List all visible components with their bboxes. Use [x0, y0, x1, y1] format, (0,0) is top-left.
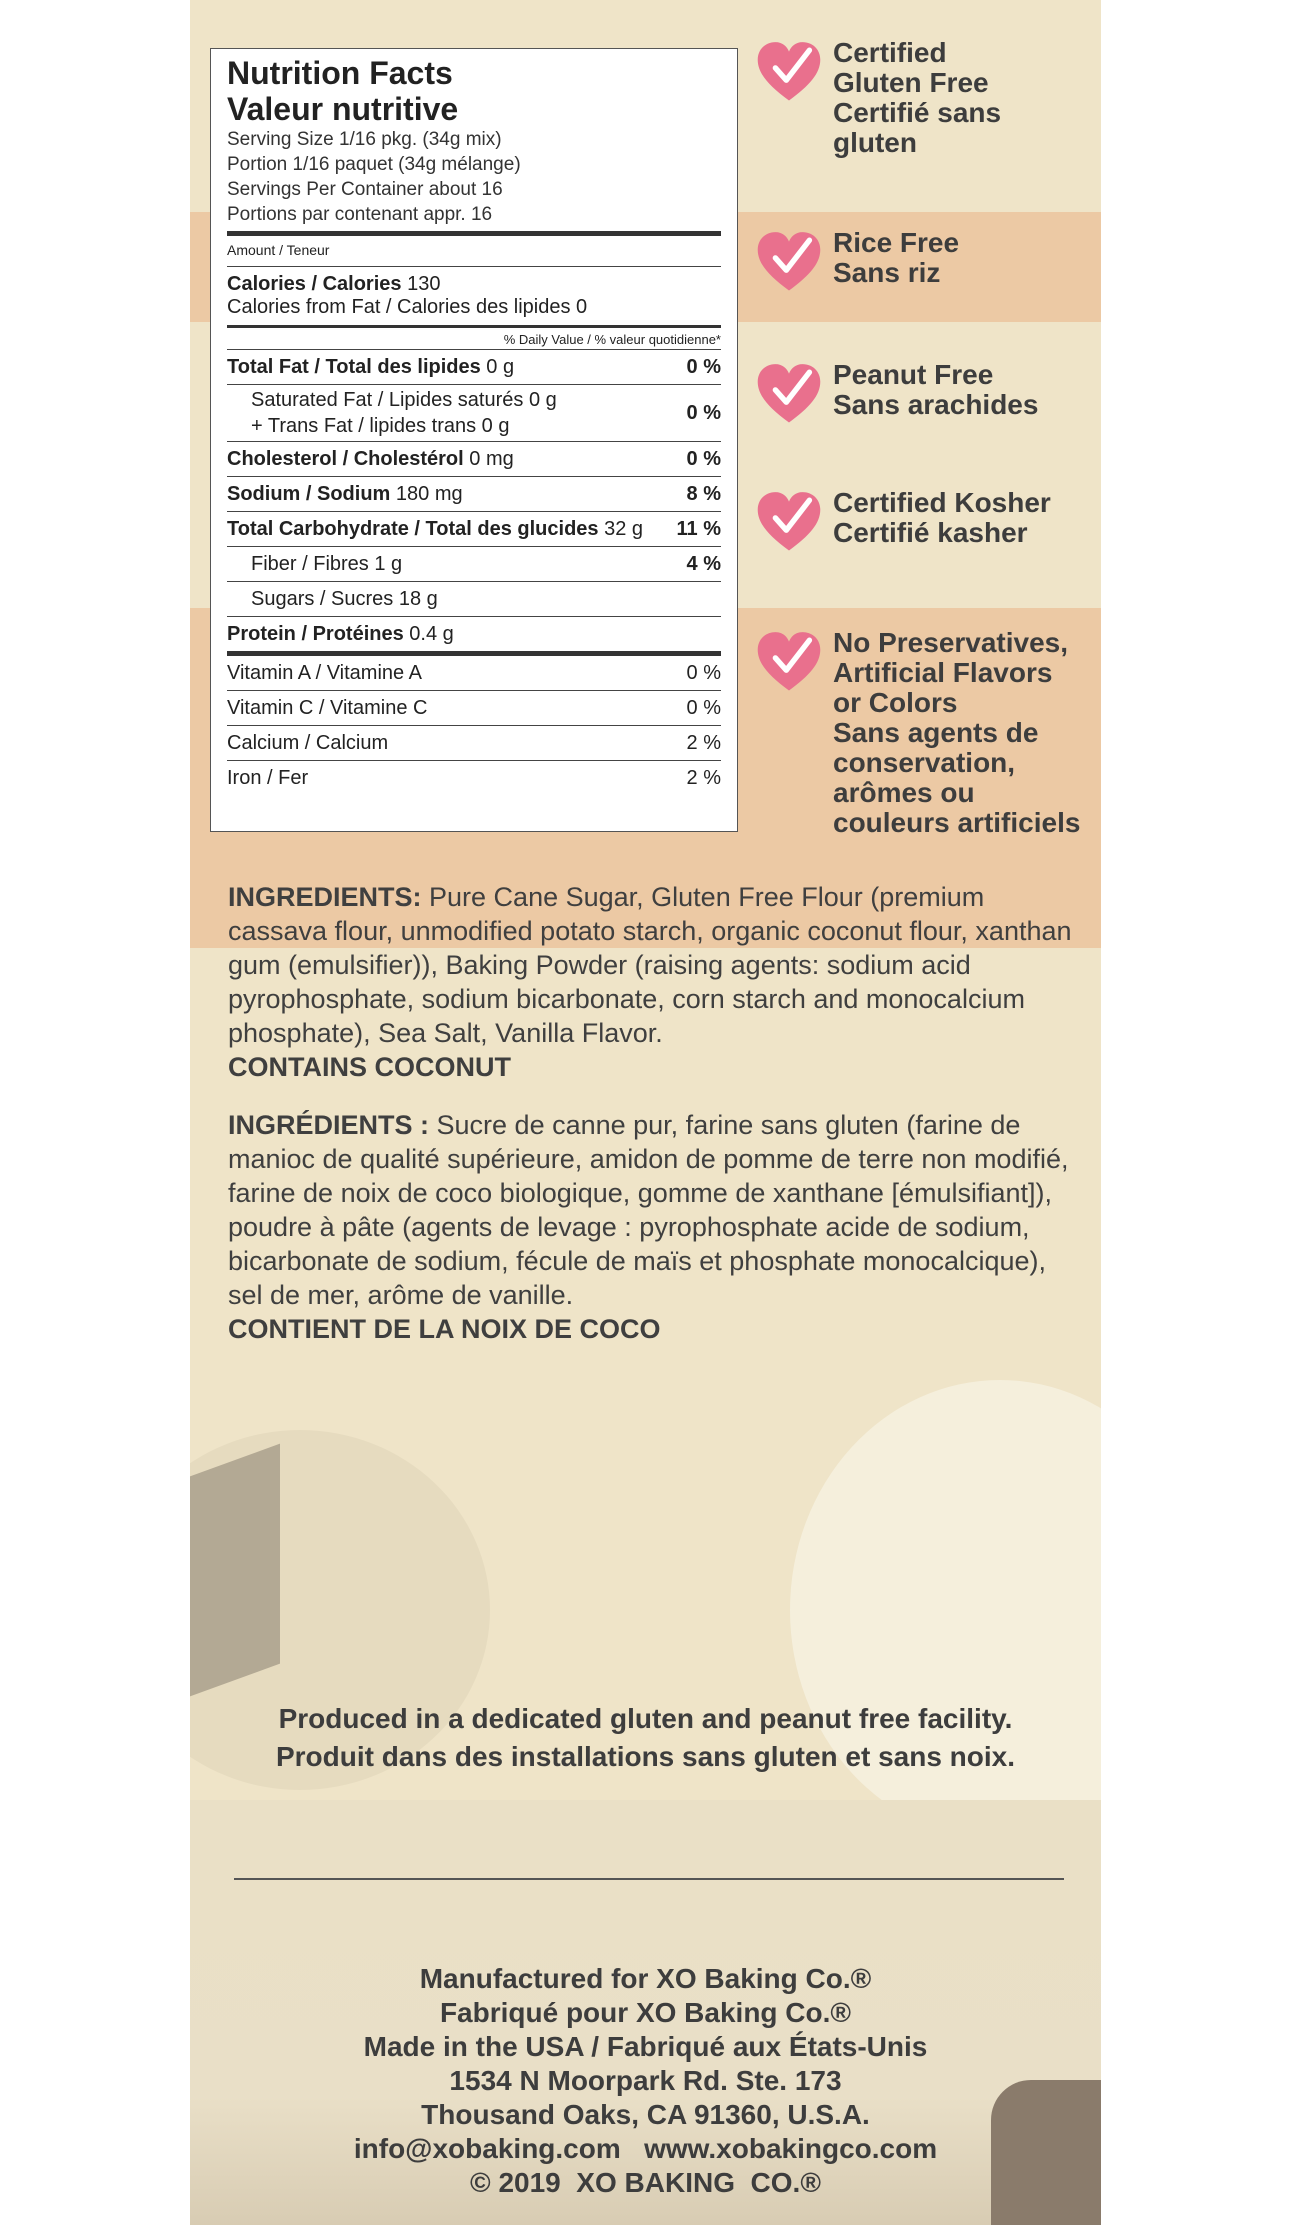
nutrient-label: Total Fat / Total des lipides	[227, 355, 481, 378]
nutrient-amount: 180 mg	[395, 482, 463, 505]
heart-check-icon	[755, 628, 823, 696]
vitamin-row	[227, 656, 721, 690]
vitamin-label: Iron / Fer	[227, 766, 309, 789]
package-panel	[190, 0, 1101, 2225]
vitamin-percent: 0 %	[686, 661, 721, 684]
manufacturer-line: Made in the USA / Fabriqué aux États-Unis	[363, 2031, 928, 2062]
vitamin-percent: 0 %	[686, 696, 721, 719]
serving-size: Serving Size 1/16 pkg. (34g mix)	[227, 129, 502, 150]
nutrition-title-fr: Valeur nutritive	[227, 91, 459, 127]
vitamin-label: Calcium / Calcium	[227, 731, 389, 754]
vitamin-label: Vitamin A / Vitamine A	[227, 661, 422, 684]
facility-text: Produit dans des installations sans gluten et sans noix.	[275, 1741, 1016, 1772]
claim-text: couleurs artificiels	[833, 807, 1081, 838]
claim-peanut-free	[755, 360, 1038, 428]
ingredients-text: Sucre de canne pur, farine sans gluten (farine de manioc de qualité supérieure, amidon de pomme de terre non modifié, farine de noix de coco biologique, gomme de xanthane [émulsifiant]), poudre à pâte (agents de levage : pyrophosphate acide de sodium, bicarbonate de sodium, fécule de maïs et phosphate monocalcique), sel de mer, arôme de vanille.	[228, 1110, 1069, 1310]
heart-check-icon	[755, 360, 823, 428]
allergen-statement: CONTAINS COCONUT	[228, 1052, 511, 1082]
contact-line: info@xobaking.com www.xobakingco.com	[353, 2133, 938, 2164]
facility-text: Produced in a dedicated gluten and peanut free facility.	[278, 1703, 1013, 1734]
calories-value: 130	[407, 273, 441, 295]
copyright-line: © 2019 XO BAKING CO.®	[470, 2167, 821, 2198]
claim-text: No Preservatives,	[833, 627, 1069, 658]
claim-text: Peanut Free	[833, 359, 994, 390]
nutrient-amount: 1 g	[374, 552, 403, 575]
ingredients-label: INGRÉDIENTS :	[228, 1110, 430, 1140]
ingredients-french	[228, 1108, 1088, 1346]
nutrient-label: Total Carbohydrate / Total des glucides	[227, 517, 599, 540]
daily-value-header: % Daily Value / % valeur quotidienne*	[503, 332, 721, 347]
nutrient-label: Fiber / Fibres	[251, 552, 369, 575]
servings-per-container: Servings Per Container about 16	[227, 179, 503, 200]
background-shadow	[190, 1444, 280, 1697]
claim-gluten-free	[755, 38, 1001, 158]
nutrient-row	[227, 385, 721, 441]
calories-fat-row	[227, 296, 721, 325]
nutrient-percent: 0 %	[686, 355, 721, 378]
claim-text: gluten	[833, 127, 917, 158]
nutrient-percent: 11 %	[676, 517, 721, 540]
manufacturer-line: 1534 N Moorpark Rd. Ste. 173	[449, 2065, 842, 2096]
nutrient-row	[227, 582, 721, 616]
amount-header: Amount / Teneur	[227, 242, 330, 258]
nutrient-percent: 0 %	[686, 447, 721, 470]
nutrient-label: Protein / Protéines	[227, 622, 404, 645]
claim-text: Certifié kasher	[833, 517, 1028, 548]
claim-rice-free	[755, 228, 959, 296]
manufacturer-line: Fabriqué pour XO Baking Co.®	[439, 1997, 852, 2028]
allergen-statement: CONTIENT DE LA NOIX DE COCO	[228, 1314, 661, 1344]
nutrition-title: Nutrition Facts	[227, 55, 453, 91]
claim-text: Sans arachides	[833, 389, 1039, 420]
nutrition-facts-table	[210, 48, 738, 832]
heart-check-icon	[755, 228, 823, 296]
manufacturer-info	[190, 1962, 1101, 2200]
nutrient-row	[227, 512, 721, 546]
claim-text: Certified Kosher	[833, 487, 1051, 518]
serving-size-fr: Portion 1/16 paquet (34g mélange)	[227, 154, 521, 175]
nutrient-label: Sugars / Sucres	[251, 587, 394, 610]
nutrient-label: Cholesterol / Cholestérol	[227, 447, 464, 470]
servings-per-container-fr: Portions par contenant appr. 16	[227, 204, 493, 225]
heart-check-icon	[755, 38, 823, 106]
nutrient-row	[227, 477, 721, 511]
manufacturer-line: Thousand Oaks, CA 91360, U.S.A.	[421, 2099, 870, 2130]
claim-no-preservatives	[755, 628, 1080, 838]
nutrient-amount: 0 g	[481, 415, 510, 437]
vitamin-row	[227, 691, 721, 725]
nutrient-row	[227, 617, 721, 651]
claim-text: Certified	[833, 37, 947, 68]
nutrient-row	[227, 350, 721, 384]
vitamin-label: Vitamin C / Vitamine C	[227, 696, 428, 719]
calories-label: Calories / Calories	[227, 273, 402, 295]
nutrient-amount: 18 g	[398, 587, 438, 610]
divider	[234, 1878, 1064, 1880]
nutrient-amount: 0.4 g	[409, 622, 454, 645]
nutrient-percent: 8 %	[686, 482, 721, 505]
vitamin-percent: 2 %	[686, 766, 721, 789]
ingredients-english	[228, 880, 1088, 1084]
nutrient-amount: 0 mg	[469, 447, 514, 470]
nutrient-label: + Trans Fat / lipides trans	[251, 415, 477, 437]
ingredients-text: Pure Cane Sugar, Gluten Free Flour (premium cassava flour, unmodified potato starch, organic coconut flour, xanthan gum (emulsifier)), Baking Powder (raising agents: sodium acid pyrophosphate, sodium bicarbonate, corn starch and monocalcium phosphate), Sea Salt, Vanilla Flavor.	[228, 882, 1072, 1048]
calories-fat: Calories from Fat / Calories des lipides 0	[227, 296, 588, 318]
claim-text: Gluten Free	[833, 67, 989, 98]
nutrient-amount: 0 g	[528, 389, 557, 411]
nutrient-amount: 32 g	[604, 517, 644, 540]
claim-text: Artificial Flavors	[833, 657, 1053, 688]
claim-text: Sans riz	[833, 257, 941, 288]
nutrient-label: Sodium / Sodium	[227, 482, 391, 505]
nutrient-percent: 0 %	[686, 401, 721, 424]
claim-text: Rice Free	[833, 227, 960, 258]
claim-kosher	[755, 488, 1051, 556]
nutrient-row	[227, 547, 721, 581]
heart-check-icon	[755, 488, 823, 556]
nutrient-amount: 0 g	[486, 355, 515, 378]
claim-text: or Colors	[833, 687, 958, 718]
vitamin-row	[227, 726, 721, 760]
nutrient-percent: 4 %	[686, 552, 721, 575]
ingredients-label: INGREDIENTS:	[228, 882, 422, 912]
claim-text: Certifié sans	[833, 97, 1002, 128]
nutrient-row	[227, 442, 721, 476]
vitamin-percent: 2 %	[686, 731, 721, 754]
claim-text: Sans agents de	[833, 717, 1039, 748]
facility-statement	[190, 1700, 1101, 1776]
claim-text: arômes ou	[833, 777, 975, 808]
manufacturer-line: Manufactured for XO Baking Co.®	[419, 1963, 872, 1994]
nutrient-label: Saturated Fat / Lipides saturés	[251, 389, 524, 411]
vitamin-row	[227, 761, 721, 795]
calories-row	[227, 267, 721, 296]
claim-text: conservation,	[833, 747, 1016, 778]
